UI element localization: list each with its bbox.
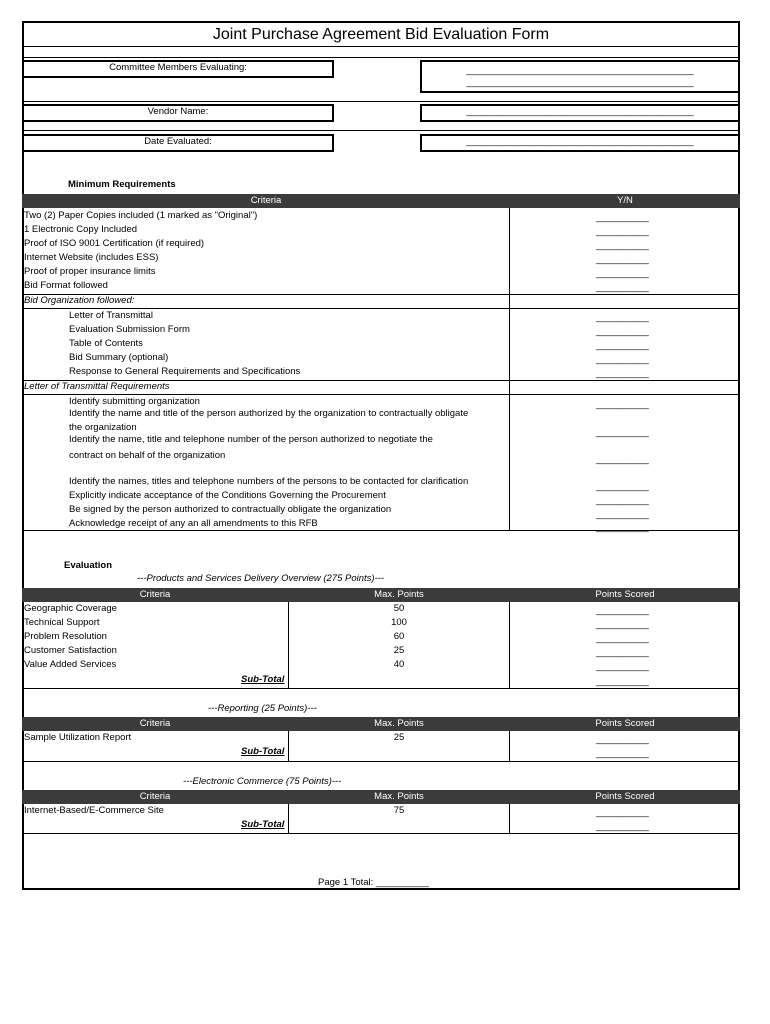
criteria-name: Problem Resolution — [24, 631, 107, 642]
divider — [22, 688, 740, 689]
lot-item: Identify the name and title of the person authorized by the organization to contractually obligate — [69, 408, 469, 419]
yn-blank[interactable]: __________ — [596, 427, 649, 438]
minimum-item: Two (2) Paper Copies included (1 marked as "Original") — [24, 210, 258, 221]
column-divider — [509, 208, 510, 530]
points-scored-blank[interactable]: __________ — [596, 619, 649, 630]
max-points-value: 100 — [391, 617, 407, 628]
max-points-value: 25 — [393, 645, 405, 656]
lot-item: the organization — [69, 422, 137, 433]
page-title: Joint Purchase Agreement Bid Evaluation Form — [212, 26, 550, 43]
section-title: ---Electronic Commerce (75 Points)--- — [183, 776, 342, 787]
bid-org-item: Response to General Requirements and Specifications — [69, 366, 301, 377]
criteria-name: Geographic Coverage — [24, 603, 117, 614]
date-blank: ___________________________________________ — [466, 136, 694, 147]
yn-blank[interactable]: __________ — [596, 481, 649, 492]
minimum-item: 1 Electronic Copy Included — [24, 224, 138, 235]
section-title: ---Reporting (25 Points)--- — [208, 703, 317, 714]
yn-blank[interactable]: __________ — [596, 495, 649, 506]
date-label: Date Evaluated: — [22, 134, 334, 152]
lot-item: contract on behalf of the organization — [69, 450, 226, 461]
minimum-item: Proof of ISO 9001 Certification (if required) — [24, 238, 205, 249]
criteria-header: Criteria — [139, 589, 171, 600]
yn-blank[interactable]: __________ — [596, 254, 649, 265]
column-divider — [509, 804, 510, 833]
criteria-header: Criteria — [139, 791, 171, 802]
yn-blank[interactable]: __________ — [596, 268, 649, 279]
divider — [22, 394, 740, 395]
points-scored-blank[interactable]: __________ — [596, 807, 649, 818]
points-scored-header: Points Scored — [595, 589, 655, 600]
points-scored-blank[interactable]: __________ — [596, 647, 649, 658]
yn-blank[interactable]: __________ — [596, 340, 649, 351]
yn-header: Y/N — [617, 195, 633, 206]
divider — [22, 101, 740, 102]
yn-blank[interactable]: __________ — [596, 368, 649, 379]
max-points-value: 60 — [393, 631, 405, 642]
points-scored-blank[interactable]: __________ — [596, 633, 649, 644]
column-divider — [509, 731, 510, 761]
minimum-item: Bid Format followed — [24, 280, 108, 291]
column-divider — [509, 602, 510, 688]
points-scored-blank[interactable]: __________ — [596, 605, 649, 616]
vendor-blank: ___________________________________________ — [466, 106, 694, 117]
yn-blank[interactable]: __________ — [596, 226, 649, 237]
yn-blank[interactable]: __________ — [596, 399, 649, 410]
points-scored-blank[interactable]: __________ — [596, 734, 649, 745]
lot-item: Be signed by the person authorized to contractually obligate the organization — [69, 504, 392, 515]
section-title: ---Products and Services Delivery Overview (275 Points)--- — [137, 573, 385, 584]
minimum-item: Proof of proper insurance limits — [24, 266, 156, 277]
max-points-header: Max. Points — [374, 589, 424, 600]
criteria-name: Sample Utilization Report — [24, 732, 132, 743]
yn-blank[interactable]: __________ — [596, 509, 649, 520]
max-points-value: 50 — [393, 603, 405, 614]
committee-label: Committee Members Evaluating: — [22, 60, 334, 78]
yn-blank[interactable]: __________ — [596, 212, 649, 223]
criteria-header: Criteria — [139, 718, 171, 729]
evaluation-header-row — [22, 790, 740, 804]
sub-total-blank[interactable]: __________ — [596, 676, 649, 687]
sub-total-label: Sub-Total — [241, 746, 285, 757]
yn-blank[interactable]: __________ — [596, 454, 649, 465]
vendor-field[interactable] — [420, 104, 740, 122]
points-scored-header: Points Scored — [595, 718, 655, 729]
divider — [22, 833, 740, 834]
yn-blank[interactable]: __________ — [596, 354, 649, 365]
vendor-label: Vendor Name: — [22, 104, 334, 122]
sub-total-blank[interactable]: __________ — [596, 748, 649, 759]
evaluation-header-row — [22, 588, 740, 602]
points-scored-header: Points Scored — [595, 791, 655, 802]
lot-item: Identify the name, title and telephone number of the person authorized to negotiate the — [69, 434, 433, 445]
yn-blank[interactable]: __________ — [596, 282, 649, 293]
bid-org-heading: Bid Organization followed: — [24, 295, 135, 306]
divider — [22, 308, 740, 309]
evaluation-header-row — [22, 717, 740, 731]
evaluation-heading: Evaluation — [64, 560, 113, 571]
lot-item: Identify submitting organization — [69, 396, 200, 407]
committee-blank-2: ___________________________________________ — [466, 77, 694, 88]
divider — [22, 46, 740, 47]
bid-org-item: Evaluation Submission Form — [69, 324, 190, 335]
max-points-value: 75 — [393, 805, 405, 816]
minimum-header-row — [22, 194, 740, 208]
divider — [22, 57, 740, 58]
minimum-item: Internet Website (includes ESS) — [24, 252, 159, 263]
page-total: Page 1 Total: __________ — [318, 877, 429, 888]
criteria-name: Customer Satisfaction — [24, 645, 117, 656]
criteria-name: Internet-Based/E-Commerce Site — [24, 805, 164, 816]
divider — [22, 761, 740, 762]
max-points-header: Max. Points — [374, 718, 424, 729]
date-field[interactable] — [420, 134, 740, 152]
bid-org-item: Bid Summary (optional) — [69, 352, 169, 363]
criteria-name: Technical Support — [24, 617, 100, 628]
divider — [22, 530, 740, 531]
lot-item: Acknowledge receipt of any an all amendments to this RFB — [69, 518, 318, 529]
committee-field[interactable] — [420, 60, 740, 93]
sub-total-label: Sub-Total — [241, 819, 285, 830]
max-points-value: 40 — [393, 659, 405, 670]
criteria-header: Criteria — [250, 195, 282, 206]
sub-total-blank[interactable]: __________ — [596, 821, 649, 832]
committee-blank-1: ___________________________________________ — [466, 65, 694, 76]
yn-blank[interactable]: __________ — [596, 240, 649, 251]
lot-item: Explicitly indicate acceptance of the Conditions Governing the Procurement — [69, 490, 386, 501]
sub-total-label: Sub-Total — [241, 674, 285, 685]
yn-blank[interactable]: __________ — [596, 312, 649, 323]
bid-org-item: Table of Contents — [69, 338, 143, 349]
max-points-header: Max. Points — [374, 791, 424, 802]
yn-blank[interactable]: __________ — [596, 326, 649, 337]
points-scored-blank[interactable]: __________ — [596, 661, 649, 672]
bid-org-item: Letter of Transmittal — [69, 310, 153, 321]
max-points-value: 25 — [393, 732, 405, 743]
minimum-heading: Minimum Requirements — [68, 179, 176, 190]
lot-heading: Letter of Transmittal Requirements — [24, 381, 170, 392]
lot-item: Identify the names, titles and telephone numbers of the persons to be contacted for clarification — [69, 476, 469, 487]
divider — [22, 130, 740, 131]
criteria-name: Value Added Services — [24, 659, 117, 670]
yn-blank[interactable]: __________ — [596, 522, 649, 533]
